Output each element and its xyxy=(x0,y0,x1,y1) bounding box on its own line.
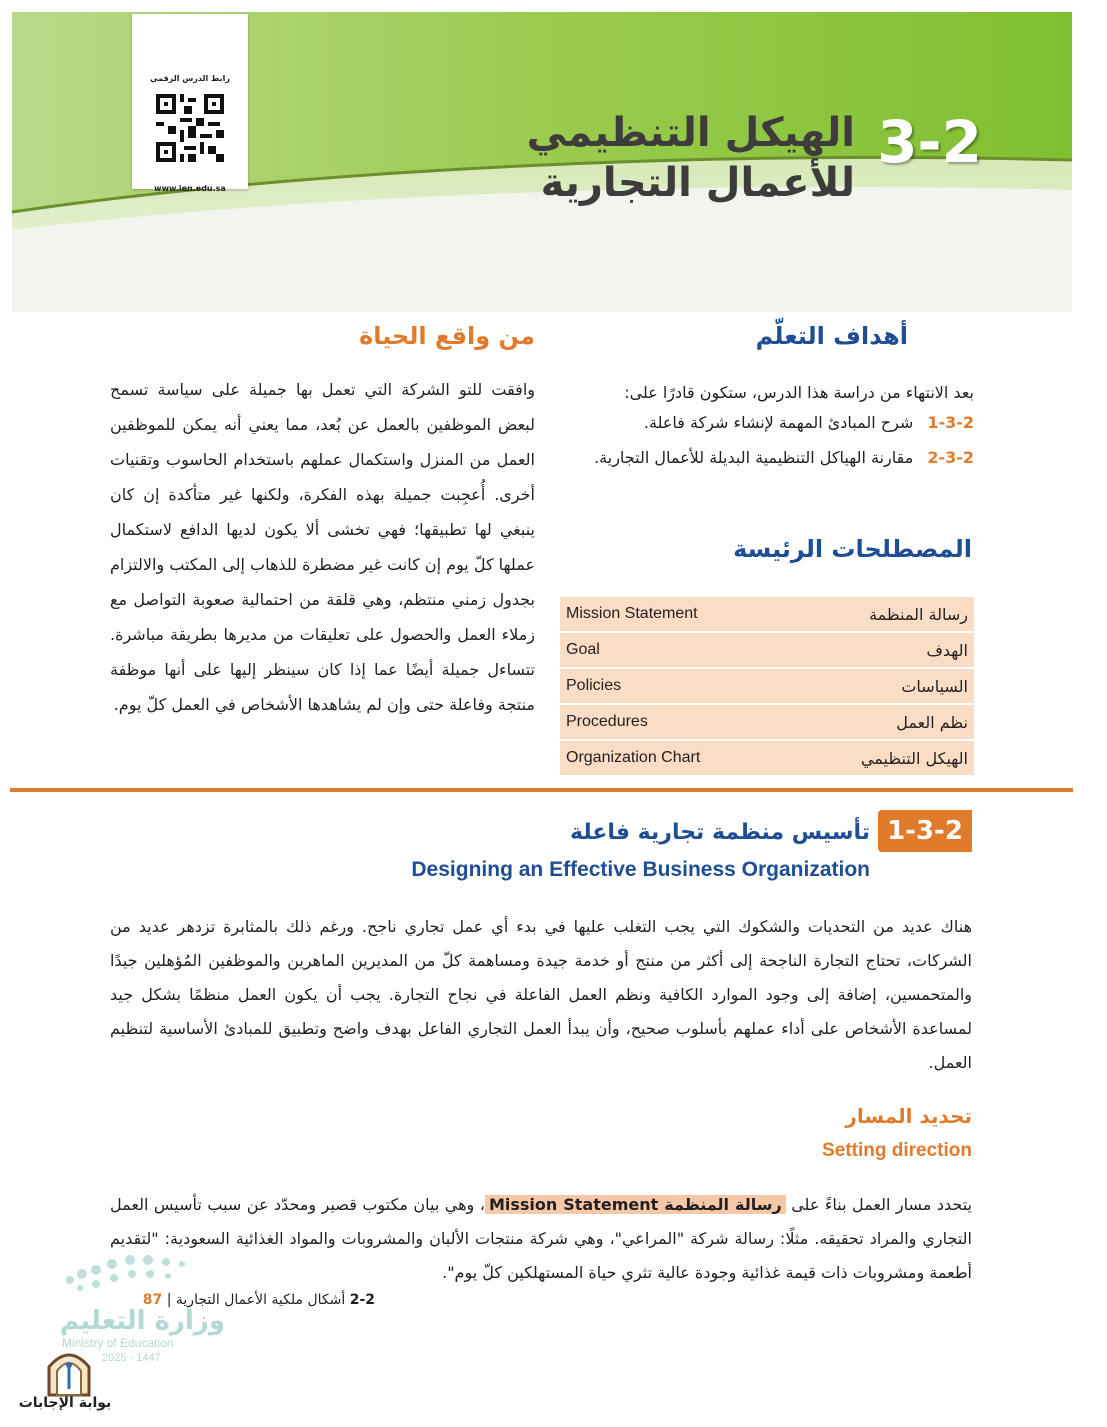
key-term-ar: الهدف xyxy=(788,632,974,668)
key-term-en: Policies xyxy=(560,668,788,704)
setting-direction-paragraph xyxy=(110,1188,972,1290)
key-term-en: Organization Chart xyxy=(560,740,788,776)
objective-number: 2-3-2 xyxy=(927,448,974,467)
qr-card[interactable] xyxy=(132,14,248,193)
objective-text: شرح المبادئ المهمة لإنشاء شركة فاعلة. xyxy=(643,413,914,432)
real-life-heading: من واقع الحياة xyxy=(359,322,535,350)
objective-text: مقارنة الهياكل التنظيمية البديلة للأعمال التجارية. xyxy=(594,448,914,467)
objective-item xyxy=(560,440,974,475)
key-term-en: Mission Statement xyxy=(560,597,788,632)
section-title-ar: تأسيس منظمة تجارية فاعلة xyxy=(570,820,870,845)
key-term-ar: السياسات xyxy=(788,668,974,704)
key-term-row xyxy=(560,740,974,776)
section-title-en: Designing an Effective Business Organization xyxy=(411,858,870,881)
objective-item xyxy=(560,405,974,440)
mission-statement-highlight: رسالة المنظمة Mission Statement xyxy=(485,1195,786,1214)
real-life-text: وافقت للتو الشركة التي تعمل بها جميلة على سياسة تسمح لبعض الموظفين بالعمل عن بُعد، مما يعني أنه يمكن للموظفين العمل من المنزل واستكمال عملهم باستخدام الحاسوب وتقنيات أخرى. أُعجِبت جميلة بهذه الفكرة، ولكنها غير متأكدة إن كان ينبغي لها تطبيقها؛ فهي تخشى ألا يكون لديها الدافع لاستكمال عملها كلّ يوم إن كانت غير مضطرة للذهاب إلى المكتب والالتزام بجدول زمني منتظم، وهي قلقة من احتمالية صعوبة التواصل مع زملاء العمل والحصول على تعليقات من مديرها بطريقة مباشرة. تتساءل جميلة أيضًا عما إذا كان سينظر إليها على أنها موظفة منتجة وفاعلة حتى وإن لم يشاهدها الأشخاص في العمل كلّ يوم. xyxy=(110,380,535,714)
portal-name[interactable]: بوابة الإجابات xyxy=(18,1395,112,1411)
ministry-year: 2025 - 1447 xyxy=(102,1352,161,1364)
key-terms-table xyxy=(560,597,974,777)
setting-direction-title-en: Setting direction xyxy=(822,1140,972,1161)
key-term-ar: الهيكل التنظيمي xyxy=(788,740,974,776)
key-term-row xyxy=(560,632,974,668)
objectives-intro: بعد الانتهاء من دراسة هذا الدرس، ستكون قادرًا على: xyxy=(624,383,974,402)
qr-code-icon xyxy=(156,94,224,162)
objectives-list xyxy=(560,405,974,475)
section-number-badge: 1-3-2 xyxy=(878,810,972,852)
key-term-row xyxy=(560,668,974,704)
key-term-row xyxy=(560,597,974,632)
footer-separator: | xyxy=(166,1292,172,1308)
setting-direction-title-ar: تحديد المسار xyxy=(845,1104,972,1128)
page-number: 87 xyxy=(142,1292,163,1308)
objectives-heading: أهداف التعلّم xyxy=(755,322,908,350)
ministry-name-ar: وزارة التعليم xyxy=(60,1306,225,1336)
key-term-row xyxy=(560,704,974,740)
qr-caption: رابط الدرس الرقمي xyxy=(150,74,230,83)
key-term-en: Procedures xyxy=(560,704,788,740)
key-term-ar: رسالة المنظمة xyxy=(788,597,974,632)
ministry-name-en: Ministry of Education xyxy=(62,1336,174,1350)
key-term-ar: نظم العمل xyxy=(788,704,974,740)
section-paragraph: هناك عديد من التحديات والشكوك التي يجب التغلب عليها في بدء أي عمل تجاري ناجح. ورغم ذلك بالمثابرة تزدهر عديد من الشركات، تحتاج التجارة الناجحة إلى أكثر من منتج أو خدمة جيدة ومساهمة كلّ من المديرين الماهرين والموظفين المُؤهلين جيدًا والمتحمسين، إضافة إلى وجود الموارد الكافية ونظم العمل الفاعلة في نجاح التجارة. يجب أن يكون العمل منظمًا بشكل جيد لمساعدة الأشخاص على أداء عملهم بأسلوب صحيح، وأن يبدأ العمل التجاري الفاعل بهدف واضح وتطبيق للمبادئ الأساسية لتنظيم العمل. xyxy=(110,917,972,1072)
chapter-title: أشكال ملكية الأعمال التجارية xyxy=(175,1292,346,1308)
key-term-en: Goal xyxy=(560,632,788,668)
chapter-number: 2-2 xyxy=(349,1292,375,1308)
portal-logo-icon[interactable] xyxy=(45,1345,93,1397)
paragraph-text: يتحدد مسار العمل بناءً على xyxy=(791,1195,973,1214)
lesson-number: 3-2 xyxy=(877,108,982,176)
key-terms-heading: المصطلحات الرئيسة xyxy=(733,535,972,563)
ministry-logo-icon xyxy=(60,1250,200,1300)
lesson-title: الهيكل التنظيمي للأعمال التجارية xyxy=(526,110,855,206)
section-divider xyxy=(10,788,1073,792)
paragraph-text: ، وهي بيان مكتوب قصير ومحدّد عن سبب تأسيس العمل التجاري والمراد تحقيقه. مثلًا: رسالة شركة "المراعي"، وهي شركة منتجات الألبان والمشروبات والمواد الغذائية السعودية: "لتقديم أطعمة ومشروبات ذات قيمة غذائية وجودة عالية تثري حياة المستهلكين كلّ يوم". xyxy=(110,1195,972,1282)
qr-url[interactable]: www.ien.edu.sa xyxy=(154,184,226,193)
objective-number: 1-3-2 xyxy=(927,413,974,432)
